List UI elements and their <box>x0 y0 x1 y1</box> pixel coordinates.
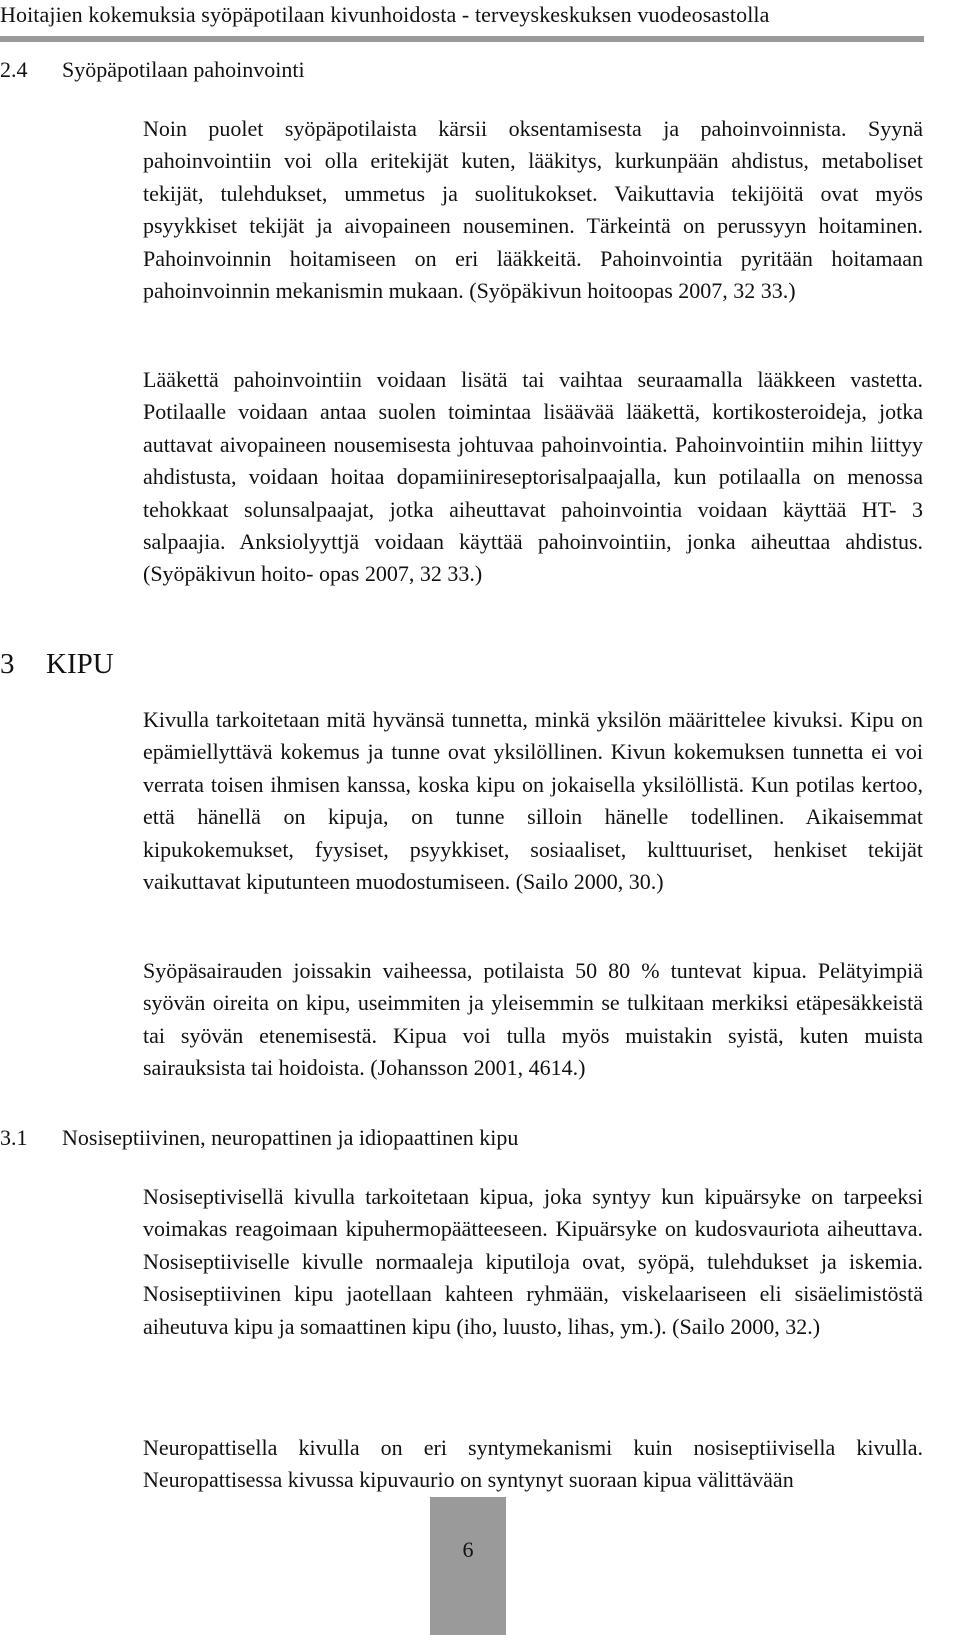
header-rule <box>0 36 924 42</box>
paragraph: Syöpäsairauden joissakin vaiheessa, potilaista 50 80 % tuntevat kipua. Pelätyimpiä syövän oireita on kipu, useimmiten ja yleisemmin se tulkitaan merkiksi etäpesäkkeistä tai syövän etenemisestä. Kipua voi tulla myös muistakin syistä, kuten muista sairauksista tai hoidoista. (Johansson 2001, 4614.) <box>143 958 923 1081</box>
section-number: 2.4 <box>0 57 28 82</box>
chapter-heading: KIPU <box>46 648 114 680</box>
page-number: 6 <box>462 1537 474 1562</box>
header-title: Hoitajien kokemuksia syöpäpotilaan kivunhoidosta - terveyskeskuksen vuodeosastolla <box>0 2 770 27</box>
section-heading: Nosiseptiivinen, neuropattinen ja idiopaattinen kipu <box>62 1125 519 1150</box>
section-heading: Syöpäpotilaan pahoinvointi <box>62 57 305 82</box>
running-header <box>0 0 960 42</box>
page-number-box <box>430 1497 506 1635</box>
paragraph: Nosiseptivisellä kivulla tarkoitetaan kipua, joka syntyy kun kipuärsyke on tarpeeksi voimakas reagoimaan kipuhermopäätteeseen. Kipuärsyke on kudosvauriota aiheuttava. Nosiseptiiviselle kivulle normaaleja kiputiloja ovat, syöpä, tulehdukset ja iskemia. Nosiseptiivinen kipu jaotellaan kahteen ryhmään, viskelaariseen eli sisäelimistöstä aiheutuva kipu ja somaattinen kipu (iho, luusto, lihas, ym.). (Sailo 2000, 32.) <box>143 1184 923 1339</box>
paragraph: Neuropattisella kivulla on eri syntymekanismi kuin nosiseptiivisella kivulla. Neuropattisessa kivussa kipuvaurio on syntynyt suoraan kipua välittävään <box>143 1435 923 1493</box>
section-number: 3.1 <box>0 1125 28 1150</box>
paragraph: Noin puolet syöpäpotilaista kärsii oksentamisesta ja pahoinvoinnista. Syynä pahoinvointiin voi olla eritekijät kuten, lääkitys, kurkunpään ahdistus, metaboliset tekijät, tulehdukset, ummetus ja suolitukokset. Vaikuttavia tekijöitä ovat myös psyykkiset tekijät ja aivopaineen nouseminen. Tärkeintä on perussyyn hoitaminen. Pahoinvoinnin hoitamiseen on eri lääkkeitä. Pahoinvointia pyritään hoitamaan pahoinvoinnin mekanismin mukaan. (Syöpäkivun hoitoopas 2007, 32 33.) <box>143 116 923 304</box>
paragraph: Lääkettä pahoinvointiin voidaan lisätä tai vaihtaa seuraamalla lääkkeen vastetta. Potilaalle voidaan antaa suolen toimintaa lisäävää lääkettä, kortikosteroideja, jotka auttavat aivopaineen nousemisesta johtuvaa pahoinvointia. Pahoinvointiin mihin liittyy ahdistusta, voidaan hoitaa dopamiinireseptorisalpaajalla, kun potilaalla on menossa tehokkaat solunsalpaajat, jotka aiheuttavat pahoinvointia voidaan käyttää HT- 3 salpaajia. Anksiolyyttjä voidaan käyttää pahoinvointiin, jonka aiheuttaa ahdistus. (Syöpäkivun hoito- opas 2007, 32 33.) <box>143 367 923 587</box>
paragraph: Kivulla tarkoitetaan mitä hyvänsä tunnetta, minkä yksilön määrittelee kivuksi. Kipu on epämiellyttävä kokemus ja tunne ovat yksilöllinen. Kivun kokemuksen tunnetta ei voi verrata toisen ihmisen kanssa, koska kipu on jokaisella yksilöllistä. Kun potilas kertoo, että hänellä on kipuja, on tunne silloin hänelle todellinen. Aikaisemmat kipukokemukset, fyysiset, psyykkiset, sosiaaliset, kulttuuriset, henkiset tekijät vaikuttavat kiputunteen muodostumiseen. (Sailo 2000, 30.) <box>143 707 923 895</box>
chapter-number: 3 <box>0 648 15 680</box>
